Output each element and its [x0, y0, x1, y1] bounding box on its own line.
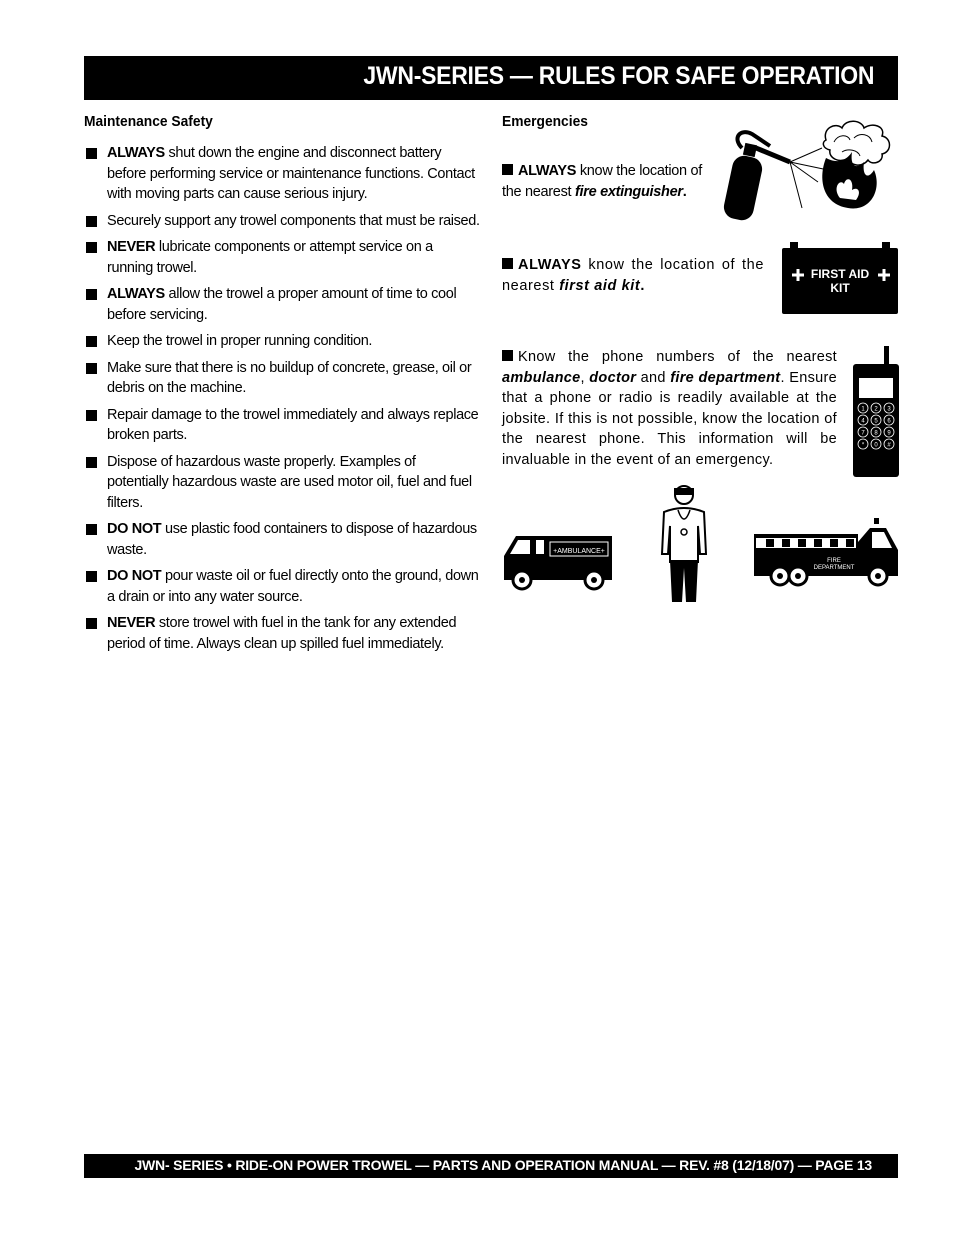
- footer-text: JWN- SERIES • RIDE-ON POWER TROWEL — PARTS AND OPERATION MANUAL — REV. #8 (12/18/07) — PAGE 13: [134, 1157, 872, 1173]
- keypad-key-label: 1: [861, 406, 865, 413]
- keypad-key-label: *: [861, 442, 865, 449]
- maintenance-rule: NEVER lubricate components or attempt service on a running trowel.: [84, 237, 480, 278]
- footer-bar: [84, 1154, 898, 1178]
- keypad-key-label: 6: [887, 418, 891, 425]
- bullet-square: [86, 410, 97, 421]
- first-aid-label-line1: FIRST AID: [810, 267, 870, 281]
- maintenance-rule: Make sure that there is no buildup of concrete, grease, oil or debris on the machine.: [84, 358, 480, 399]
- ambulance-label: +AMBULANCE+: [553, 548, 605, 555]
- keypad-key-label: 4: [861, 418, 865, 425]
- maintenance-rule: NEVER store trowel with fuel in the tank for any extended period of time. Always clean up spilled fuel immediately.: [84, 613, 480, 654]
- first-aid-kit-icon: [782, 242, 900, 314]
- page-title: JWN-SERIES — RULES FOR SAFE OPERATION: [363, 62, 874, 90]
- bullet-square: [86, 618, 97, 629]
- phone-rule: Know the phone numbers of the nearest ambulance, doctor and fire department. Ensure that a phone or radio is readily available at the jobsite. If this is not possible, know the location of the nearest phone. This information will be invaluable in the event of an emergency.: [502, 349, 837, 468]
- header-bar: [84, 56, 898, 100]
- bullet-square: [86, 457, 97, 468]
- fire-truck-icon: [752, 518, 900, 588]
- maintenance-rule: Securely support any trowel components that must be raised.: [84, 211, 480, 232]
- maintenance-rule: Keep the trowel in proper running condition.: [84, 331, 480, 352]
- bullet-square: [86, 524, 97, 535]
- bullet-square: [86, 242, 97, 253]
- maintenance-rule-list: [84, 143, 480, 654]
- maintenance-rule: Repair damage to the trowel immediately and always replace broken parts.: [84, 405, 480, 446]
- bullet-square: [502, 350, 513, 361]
- keypad-key-label: 5: [874, 418, 878, 425]
- keypad-key-label: 7: [861, 430, 865, 437]
- bullet-square: [86, 148, 97, 159]
- bullet-square: [86, 289, 97, 300]
- first-aid-rule: ALWAYS know the location of the nearest first aid kit.: [502, 257, 764, 294]
- bullet-square: [86, 571, 97, 582]
- keypad-key-label: 3: [887, 406, 891, 413]
- keypad-key-label: 2: [874, 406, 878, 413]
- keypad-key-label: 9: [887, 430, 891, 437]
- fire-extinguisher-icon: [722, 118, 902, 228]
- keypad-key-label: #: [887, 442, 891, 449]
- fire-truck-label-line1: FIRE: [827, 558, 841, 564]
- maintenance-rule: ALWAYS allow the trowel a proper amount of time to cool before servicing.: [84, 284, 480, 325]
- maintenance-rule: ALWAYS shut down the engine and disconnect battery before performing service or maintenance functions. Contact with moving parts can cause serious injury.: [84, 143, 480, 205]
- maintenance-rule: DO NOT pour waste oil or fuel directly onto the ground, down a drain or into any water source.: [84, 566, 480, 607]
- first-aid-label-line2: KIT: [830, 281, 850, 295]
- doctor-icon: [660, 484, 708, 606]
- bullet-square: [86, 336, 97, 347]
- maintenance-rule: Dispose of hazardous waste properly. Examples of potentially hazardous waste are used motor oil, fuel and fuel filters.: [84, 452, 480, 514]
- cell-phone-icon: [852, 346, 900, 478]
- extinguisher-rule: ALWAYS know the location of the nearest fire extinguisher.: [502, 163, 703, 200]
- bullet-square: [86, 363, 97, 374]
- bullet-square: [502, 164, 513, 175]
- maintenance-section: [84, 113, 480, 660]
- keypad-key-label: 8: [874, 430, 878, 437]
- fire-truck-label-line2: DEPARTMENT: [813, 565, 855, 571]
- maintenance-rule: DO NOT use plastic food containers to dispose of hazardous waste.: [84, 519, 480, 560]
- bullet-square: [502, 258, 513, 269]
- ambulance-icon: [502, 530, 614, 592]
- keypad-key-label: 0: [874, 442, 878, 449]
- bullet-square: [86, 216, 97, 227]
- emergencies-heading: Emergencies: [502, 113, 588, 130]
- maintenance-heading: Maintenance Safety: [84, 113, 213, 130]
